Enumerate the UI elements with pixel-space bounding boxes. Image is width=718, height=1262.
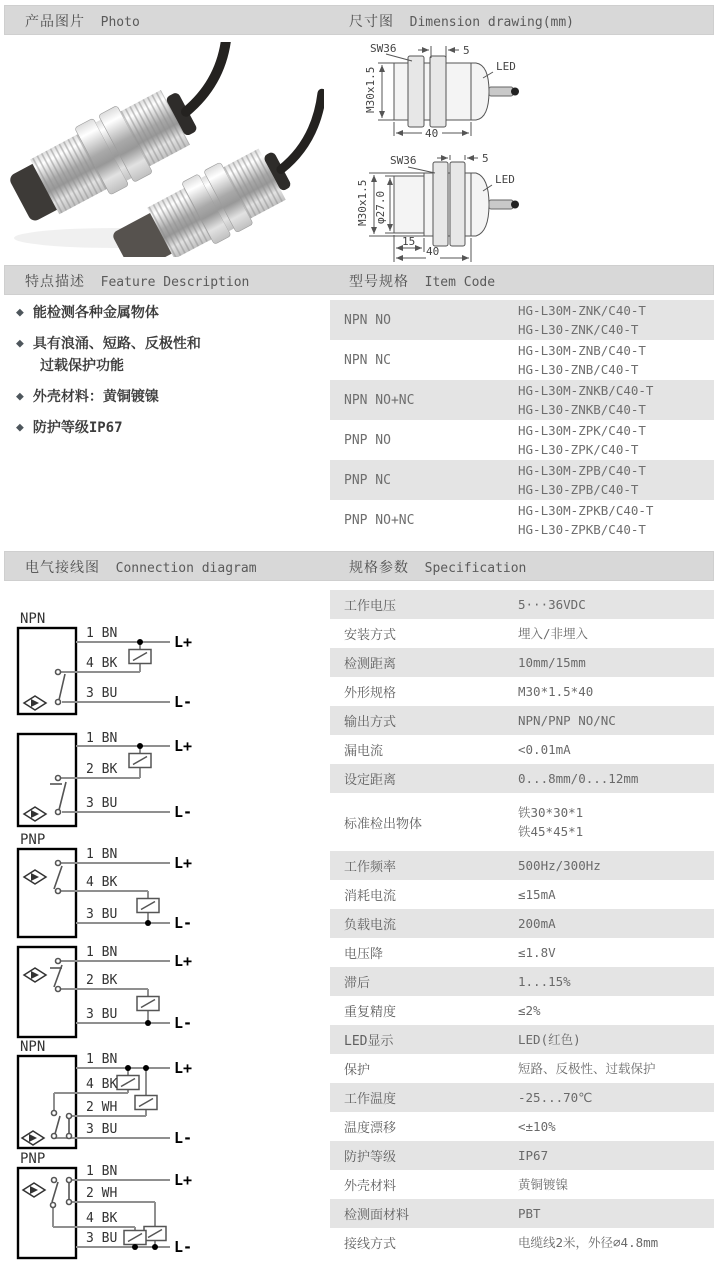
spec-label: 消耗电流 bbox=[344, 889, 397, 904]
spec-label: 滞后 bbox=[344, 976, 371, 991]
spec-label: 接线方式 bbox=[344, 1237, 397, 1252]
spec-row bbox=[330, 967, 714, 996]
spec-label: 检测面材料 bbox=[344, 1208, 410, 1223]
led-label: LED bbox=[496, 60, 516, 73]
wire-label: 3 BU bbox=[86, 1122, 118, 1137]
wire-label: 2 BK bbox=[86, 973, 118, 988]
spec-label: 电压降 bbox=[344, 947, 384, 962]
dimension-title-en: Dimension drawing(mm) bbox=[409, 15, 575, 30]
dimension-title-cn: 尺寸图 bbox=[349, 14, 394, 30]
item-code-table bbox=[330, 300, 714, 540]
spec-section-title bbox=[349, 552, 526, 584]
photo-section-title bbox=[25, 6, 140, 38]
wire-label: 3 BU bbox=[86, 1231, 118, 1246]
item-code: HG-L30-ZNKB/C40-T bbox=[518, 402, 646, 417]
wire-label: 4 BK bbox=[86, 1211, 118, 1226]
diamond-bullet-icon: ◆ bbox=[16, 336, 24, 351]
dimension-drawing-flush bbox=[336, 38, 714, 146]
output-type: NPN NO bbox=[344, 312, 391, 328]
spec-row bbox=[330, 1228, 714, 1257]
dimension-drawing-non-flush bbox=[336, 148, 714, 268]
dim-pitch-label: 5 bbox=[482, 152, 489, 165]
spec-row bbox=[330, 590, 714, 619]
wire-label: 1 BN bbox=[86, 731, 118, 746]
spec-value: 200mA bbox=[518, 916, 556, 931]
wire-label: 3 BU bbox=[86, 686, 118, 701]
spec-label: 工作电压 bbox=[344, 599, 397, 614]
spec-row bbox=[330, 764, 714, 793]
spec-row bbox=[330, 880, 714, 909]
section-header-top bbox=[4, 5, 714, 35]
diagram-type-label: PNP bbox=[20, 832, 46, 848]
spec-label: 负载电流 bbox=[344, 918, 397, 933]
wire-label: 3 BU bbox=[86, 796, 118, 811]
wire-label: 4 BK bbox=[86, 875, 118, 890]
dim-length-label: 40 bbox=[425, 127, 439, 140]
dim-length-label: 40 bbox=[426, 245, 440, 258]
spec-label: 工作频率 bbox=[344, 860, 397, 875]
spec-label: 输出方式 bbox=[344, 715, 397, 730]
spec-row bbox=[330, 1083, 714, 1112]
diamond-bullet-icon: ◆ bbox=[16, 389, 24, 404]
feature-title-en: Feature Description bbox=[100, 275, 250, 290]
wiring-diagram-pnp-nc bbox=[10, 941, 210, 1043]
item-code: HG-L30M-ZPK/C40-T bbox=[518, 423, 646, 438]
dim-pitch-label: 5 bbox=[463, 44, 470, 57]
spec-row bbox=[330, 1199, 714, 1228]
wire-label: 2 WH bbox=[86, 1186, 118, 1201]
spec-row bbox=[330, 1170, 714, 1199]
wire-label: 3 BU bbox=[86, 1007, 118, 1022]
terminal-minus: L- bbox=[174, 1129, 193, 1147]
spec-row bbox=[330, 793, 714, 851]
spec-row bbox=[330, 706, 714, 735]
feature-text: 防护等级IP67 bbox=[32, 420, 123, 436]
item-code: HG-L30-ZPB/C40-T bbox=[518, 482, 639, 497]
wiring-diagram-pnp-no-nc bbox=[10, 1150, 210, 1262]
spec-value: ≤2% bbox=[518, 1003, 541, 1018]
spec-value: 1...15% bbox=[518, 974, 571, 989]
feature-text: 过载保护功能 bbox=[40, 358, 124, 374]
terminal-plus: L+ bbox=[174, 633, 193, 651]
spec-label: 外壳材料 bbox=[344, 1179, 397, 1194]
spec-row bbox=[330, 735, 714, 764]
terminal-minus: L- bbox=[174, 693, 193, 711]
item-code-title-en: Item Code bbox=[424, 275, 496, 290]
feature-item bbox=[16, 302, 316, 324]
dim-diameter-label: φ27.0 bbox=[374, 190, 387, 224]
wire-label: 2 WH bbox=[86, 1100, 118, 1115]
feature-list bbox=[16, 302, 316, 448]
wiring-diagram-npn-nc bbox=[10, 728, 210, 832]
output-type: PNP NO bbox=[344, 432, 391, 448]
wiring-diagram-npn-no bbox=[10, 610, 210, 724]
item-code: HG-L30M-ZPKB/C40-T bbox=[518, 503, 654, 518]
terminal-plus: L+ bbox=[174, 1059, 193, 1077]
terminal-minus: L- bbox=[174, 803, 193, 821]
terminal-plus: L+ bbox=[174, 952, 193, 970]
spec-value: <0.01mA bbox=[518, 742, 571, 757]
led-label: LED bbox=[495, 173, 515, 186]
output-type: NPN NO+NC bbox=[344, 392, 415, 408]
dim-thread-label: M30x1.5 bbox=[356, 179, 369, 226]
spec-value: 0...8mm/0...12mm bbox=[518, 771, 639, 786]
spec-label: 安装方式 bbox=[344, 628, 397, 643]
spec-value: 10mm/15mm bbox=[518, 655, 586, 670]
feature-item bbox=[16, 386, 316, 408]
diagram-type-label: NPN bbox=[20, 1039, 46, 1055]
wiring-diagram-pnp-no bbox=[10, 831, 210, 943]
spec-value: ≤1.8V bbox=[518, 945, 556, 960]
feature-item bbox=[16, 333, 316, 355]
output-type: PNP NO+NC bbox=[344, 512, 415, 528]
feature-item bbox=[16, 417, 316, 439]
item-code: HG-L30-ZNB/C40-T bbox=[518, 362, 639, 377]
diagram-type-label: PNP bbox=[20, 1151, 46, 1167]
item-code: HG-L30-ZPK/C40-T bbox=[518, 442, 639, 457]
feature-text: 具有浪涌、短路、反极性和 bbox=[32, 336, 201, 352]
spec-value: PBT bbox=[518, 1206, 541, 1221]
spec-label: 保护 bbox=[344, 1063, 371, 1078]
dim-sw-label: SW36 bbox=[390, 154, 417, 167]
spec-label: 防护等级 bbox=[344, 1150, 397, 1165]
spec-value: 铁30*30*1 bbox=[518, 805, 584, 820]
spec-value: <±10% bbox=[518, 1119, 556, 1134]
terminal-plus: L+ bbox=[174, 737, 193, 755]
spec-label: 重复精度 bbox=[344, 1005, 397, 1020]
item-code: HG-L30-ZNK/C40-T bbox=[518, 322, 639, 337]
item-code-row bbox=[330, 340, 714, 380]
output-type: NPN NC bbox=[344, 352, 391, 368]
spec-value: 短路、反极性、过载保护 bbox=[518, 1061, 656, 1076]
spec-value: 5···36VDC bbox=[518, 597, 586, 612]
spec-value: -25...70℃ bbox=[518, 1090, 593, 1105]
feature-section-title bbox=[25, 266, 249, 298]
spec-value: IP67 bbox=[518, 1148, 549, 1163]
section-header-bottom bbox=[4, 551, 714, 581]
spec-label: LED显示 bbox=[344, 1034, 394, 1049]
spec-label: 漏电流 bbox=[344, 744, 384, 759]
spec-value: 铁45*45*1 bbox=[518, 824, 584, 839]
spec-row bbox=[330, 1025, 714, 1054]
terminal-plus: L+ bbox=[174, 1171, 193, 1189]
spec-row bbox=[330, 1141, 714, 1170]
spec-value: 500Hz/300Hz bbox=[518, 858, 601, 873]
item-code-section-title bbox=[349, 266, 495, 298]
connection-section-title bbox=[25, 552, 257, 584]
item-code: HG-L30-ZPKB/C40-T bbox=[518, 522, 646, 537]
spec-label: 工作温度 bbox=[344, 1092, 397, 1107]
wire-label: 1 BN bbox=[86, 1164, 118, 1179]
product-photo bbox=[4, 42, 324, 257]
feature-text: 外壳材料：黄铜镀镍 bbox=[32, 389, 159, 405]
spec-label: 温度漂移 bbox=[344, 1121, 397, 1136]
photo-title-cn: 产品图片 bbox=[25, 14, 85, 30]
spec-value: LED(红色) bbox=[518, 1032, 581, 1047]
spec-row bbox=[330, 648, 714, 677]
dim-sw-label: SW36 bbox=[370, 42, 397, 55]
specification-table bbox=[330, 590, 714, 1257]
connection-title-cn: 电气接线图 bbox=[25, 560, 100, 576]
spec-row bbox=[330, 996, 714, 1025]
item-code-title-cn: 型号规格 bbox=[349, 274, 409, 290]
cable-tip bbox=[511, 201, 519, 209]
spec-row bbox=[330, 619, 714, 648]
terminal-plus: L+ bbox=[174, 854, 193, 872]
item-code: HG-L30M-ZNK/C40-T bbox=[518, 303, 646, 318]
spec-row bbox=[330, 938, 714, 967]
item-code-row bbox=[330, 460, 714, 500]
wire-label: 2 BK bbox=[86, 762, 118, 777]
dim-head-label: 15 bbox=[402, 235, 416, 248]
item-code-row bbox=[330, 500, 714, 540]
spec-value: NPN/PNP NO/NC bbox=[518, 713, 616, 728]
spec-value: 电缆线2米，外径∅4.8mm bbox=[518, 1235, 659, 1250]
cable-tip bbox=[511, 88, 519, 96]
diagram-type-label: NPN bbox=[20, 611, 46, 627]
connection-title-en: Connection diagram bbox=[115, 561, 257, 576]
spec-value: ≤15mA bbox=[518, 887, 556, 902]
output-type: PNP NC bbox=[344, 472, 391, 488]
photo-title-en: Photo bbox=[100, 15, 140, 30]
spec-label: 外形规格 bbox=[344, 686, 397, 701]
wire-label: 1 BN bbox=[86, 1052, 118, 1067]
wire-label: 4 BK bbox=[86, 1077, 118, 1092]
item-code: HG-L30M-ZNKB/C40-T bbox=[518, 383, 654, 398]
section-header-middle bbox=[4, 265, 714, 295]
wire-label: 1 BN bbox=[86, 945, 118, 960]
wire-label: 1 BN bbox=[86, 847, 118, 862]
feature-item-continuation bbox=[40, 355, 316, 377]
spec-row bbox=[330, 1112, 714, 1141]
wire-label: 4 BK bbox=[86, 656, 118, 671]
spec-value: 埋入/非埋入 bbox=[518, 626, 589, 641]
spec-label: 检测距离 bbox=[344, 657, 397, 672]
spec-title-en: Specification bbox=[424, 561, 527, 576]
item-code: HG-L30M-ZNB/C40-T bbox=[518, 343, 646, 358]
item-code-row bbox=[330, 420, 714, 460]
item-code-row bbox=[330, 380, 714, 420]
spec-row bbox=[330, 1054, 714, 1083]
diamond-bullet-icon: ◆ bbox=[16, 305, 24, 320]
spec-value: M30*1.5*40 bbox=[518, 684, 594, 699]
feature-title-cn: 特点描述 bbox=[25, 274, 85, 290]
spec-row bbox=[330, 851, 714, 880]
dim-thread-label: M30x1.5 bbox=[364, 66, 377, 113]
spec-value: 黄铜镀镍 bbox=[518, 1177, 569, 1192]
spec-row bbox=[330, 677, 714, 706]
terminal-minus: L- bbox=[174, 1014, 193, 1032]
spec-title-cn: 规格参数 bbox=[349, 560, 409, 576]
spec-label: 设定距离 bbox=[344, 773, 397, 788]
wiring-diagram-npn-no-nc bbox=[10, 1038, 210, 1156]
diamond-bullet-icon: ◆ bbox=[16, 420, 24, 435]
spec-row bbox=[330, 909, 714, 938]
terminal-minus: L- bbox=[174, 1238, 193, 1256]
item-code-row bbox=[330, 300, 714, 340]
wire-label: 3 BU bbox=[86, 907, 118, 922]
terminal-minus: L- bbox=[174, 914, 193, 932]
wire-label: 1 BN bbox=[86, 626, 118, 641]
feature-text: 能检测各种金属物体 bbox=[32, 305, 159, 321]
dimension-section-title bbox=[349, 6, 574, 38]
item-code: HG-L30M-ZPB/C40-T bbox=[518, 463, 646, 478]
spec-label: 标准检出物体 bbox=[344, 816, 423, 832]
